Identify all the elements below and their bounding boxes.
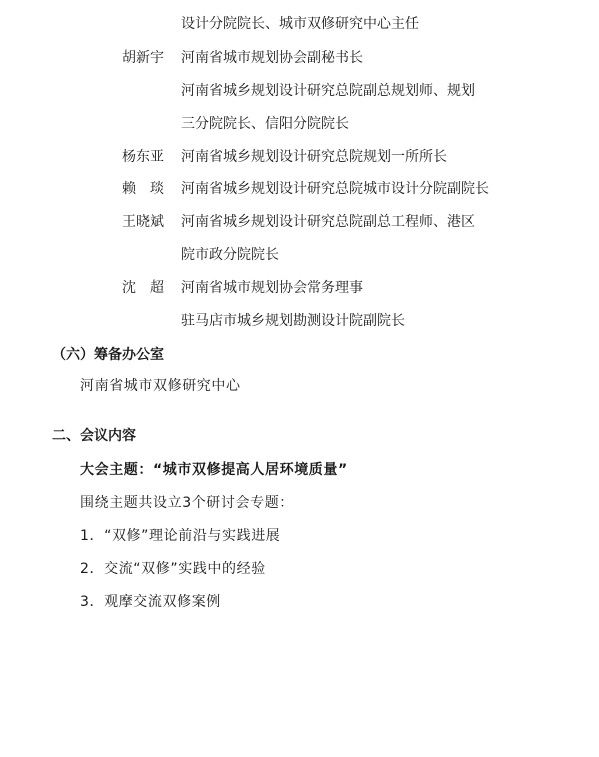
topics-intro: 围绕主题共设立3个研讨会专题： [80,495,294,511]
committee-role: 河南省城乡规划设计研究总院城市设计分院副院长 [181,181,489,197]
content-heading: 二、会议内容 [52,428,136,444]
office-heading: （六）筹备办公室 [52,347,164,363]
committee-role: 院市政分院院长 [181,247,279,263]
committee-role: 河南省城乡规划设计研究总院规划一所所长 [181,149,447,165]
committee-role: 驻马店市城乡规划勘测设计院副院长 [181,313,405,329]
committee-role: 河南省城乡规划设计研究总院副总规划师、规划 [181,83,475,99]
conference-theme: 大会主题：“城市双修提高人居环境质量” [80,462,348,478]
committee-member-name: 赖 琰 [122,181,164,197]
topic-item: 2．交流“双修”实践中的经验 [80,561,266,577]
committee-role: 河南省城市规划协会常务理事 [181,280,363,296]
topic-item: 1．“双修”理论前沿与实践进展 [80,528,281,544]
committee-member-name: 沈 超 [122,280,164,296]
committee-member-name: 胡新宇 [122,50,164,66]
office-text: 河南省城市双修研究中心 [80,378,241,394]
committee-member-name: 杨东亚 [122,149,164,165]
committee-role: 设计分院院长、城市双修研究中心主任 [181,16,419,32]
topic-item: 3．观摩交流双修案例 [80,594,221,610]
committee-role: 三分院院长、信阳分院院长 [181,116,349,132]
committee-role: 河南省城市规划协会副秘书长 [181,50,363,66]
committee-member-name: 王晓斌 [122,214,164,230]
committee-role: 河南省城乡规划设计研究总院副总工程师、港区 [181,214,475,230]
